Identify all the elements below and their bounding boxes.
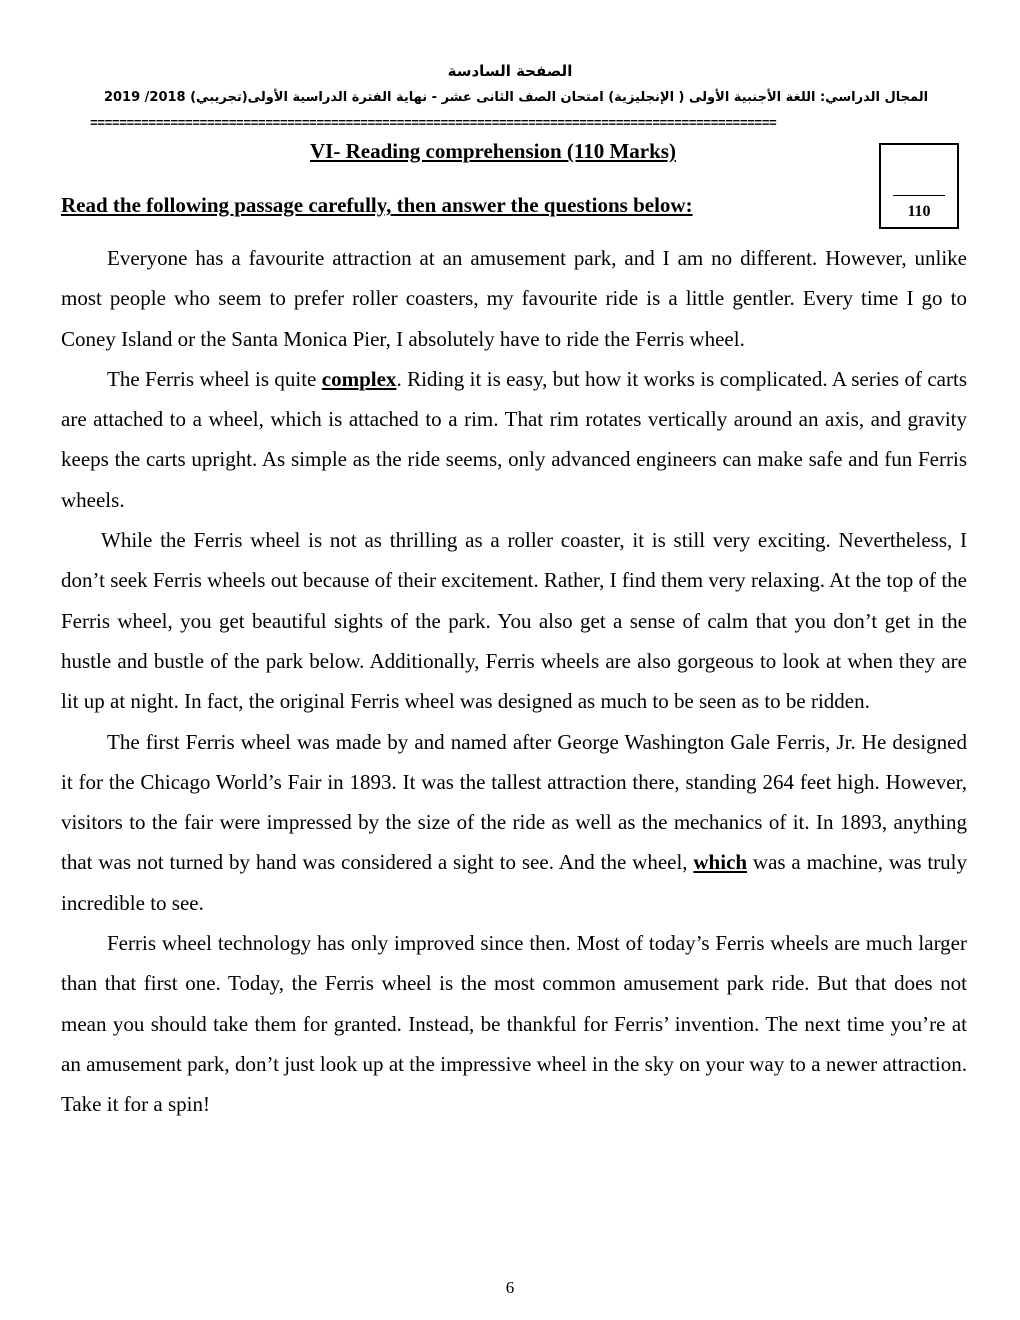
passage-paragraph-5: Ferris wheel technology has only improved since then. Most of today’s Ferris wheels are much larger than that first one. Today, the Ferris wheel is the most common amusement park ride. But that does not mean you should take them for granted. Instead, be thankful for Ferris’ invention. The next time you’re at an amusement park, don’t just look up at the impressive wheel in the sky on your way to a newer attraction. Take it for a spin!: [61, 931, 967, 1117]
exam-subject-line: المجال الدراسي: اللغة الأجنبية الأولى ( الإنجليزية) امتحان الصف الثانى عشر - نهاية الفترة الدراسية الأولى(تجريبي) 2018/ 2019: [103, 90, 929, 105]
passage-paragraph-3: While the Ferris wheel is not as thrilling as a roller coaster, it is still very exciting. Nevertheless, I don’t seek Ferris wheels out because of their excitement. Rather, I find them very relaxing. At the top of the Ferris wheel, you get beautiful sights of the park. You also get a sense of calm that you don’t get in the hustle and bustle of the park below. Additionally, Ferris wheels are also gorgeous to look at when they are lit up at night. In fact, the original Ferris wheel was designed as much to be seen as to be ridden.: [61, 528, 967, 714]
score-blank-line: [893, 195, 945, 196]
p2-text-before: The Ferris wheel is quite: [107, 366, 322, 391]
p4-text-before: The first Ferris wheel was made by and named after George Washington Gale Ferris, Jr. He designed it for the Chicago World’s Fair in 1893. It was the tallest attraction there, standing 264 feet high. However, visitors to the fair were impressed by the size of the ride as well as the mechanics of it. In 1893, anything that was not turned by hand was considered a sight to see. And the wheel,: [61, 729, 967, 875]
instructions: Read the following passage carefully, then answer the questions below:: [61, 193, 693, 217]
passage-paragraph-1: Everyone has a favourite attraction at an amusement park, and I am no different. However, unlike most people who seem to prefer roller coasters, my favourite ride is a little gentler. Every time I go to Coney Island or the Santa Monica Pier, I absolutely have to ride the Ferris wheel.: [61, 246, 967, 351]
section-title: VI- Reading comprehension (110 Marks): [310, 139, 676, 163]
score-total: 110: [907, 203, 931, 220]
header-separator: ==============================================================================================: [90, 116, 777, 131]
passage-paragraph-4: [61, 722, 967, 923]
page-label-arabic: الصفحة السادسة: [447, 62, 573, 80]
passage-paragraph-2: [61, 359, 967, 520]
reading-passage: [61, 238, 967, 1125]
keyword-which: which: [693, 850, 748, 875]
p4-text-after: was a machine, was truly incredible to see.: [61, 850, 967, 915]
keyword-complex: complex: [321, 366, 397, 391]
p2-text-after: . Riding it is easy, but how it works is complicated. A series of carts are attached to a wheel, which is attached to a rim. That rim rotates vertically around an axis, and gravity keeps the carts upright. As simple as the ride seems, only advanced engineers can make safe and fun Ferris wheels.: [61, 366, 967, 512]
page-number: 6: [505, 1278, 515, 1297]
score-box: [879, 143, 959, 229]
